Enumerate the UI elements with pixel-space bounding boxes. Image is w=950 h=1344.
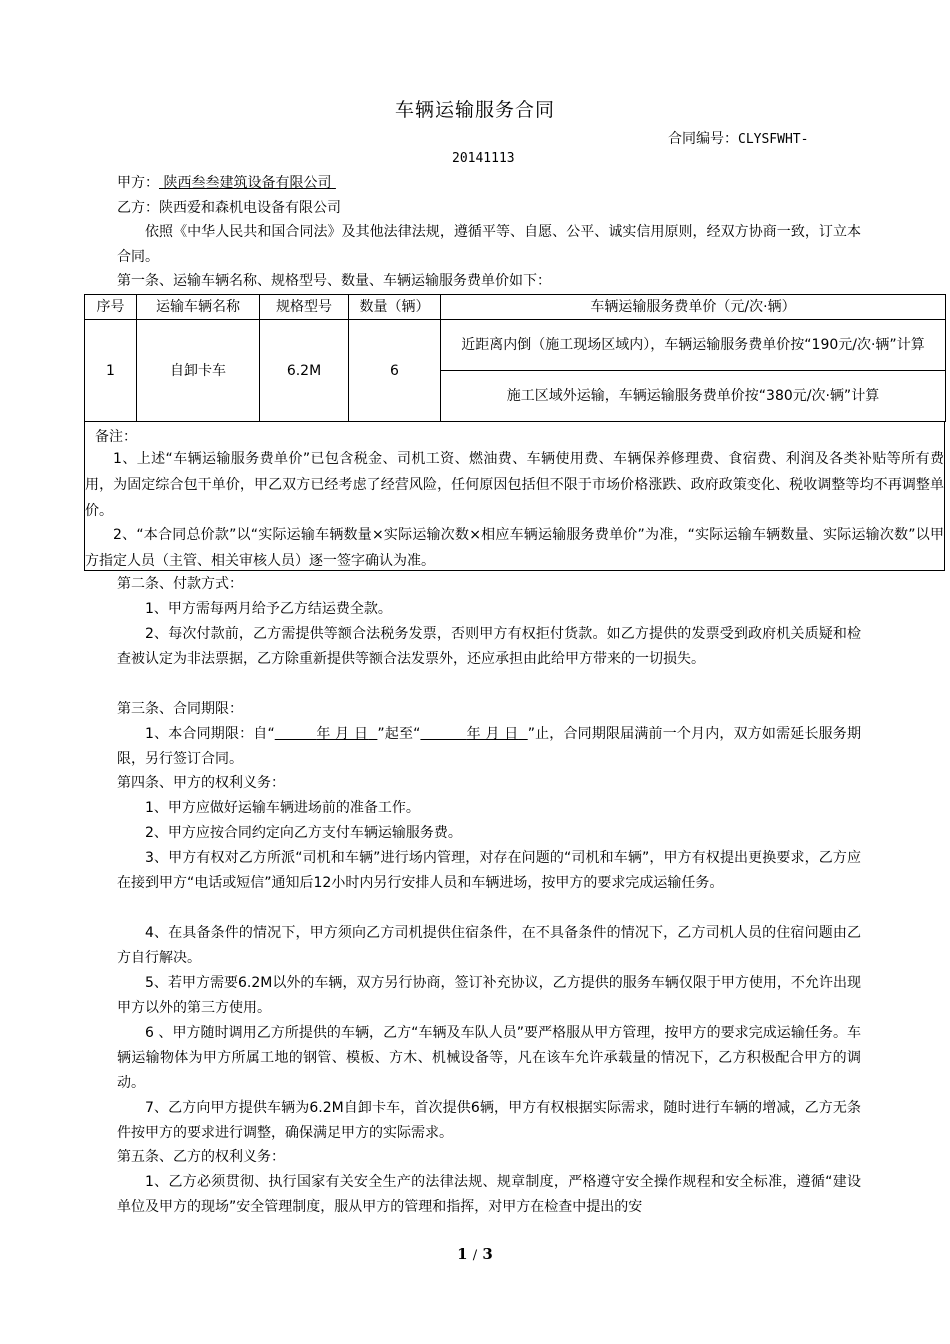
party-b-name: 陕西爱和森机电设备有限公司 (159, 200, 341, 216)
table-cell-price-far: 施工区域外运输，车辆运输服务费单价按“380元/次·辆”计算 (441, 371, 946, 422)
contract-number (668, 128, 808, 148)
article2-heading: 第二条、付款方式： (117, 576, 243, 592)
article4-item: 6 、甲方随时调用乙方所提供的车辆，乙方“车辆及车队人员”要严格服从甲方管理，按甲方的要求完成运输任务。车辆运输物体为甲方所属工地的钢管、模板、方木、机械设备等，凡在该车允许承载量的情况下，乙方积极配合甲方的调动。 (117, 1025, 861, 1092)
article5-item: 1、乙方必须贯彻、执行国家有关安全生产的法律法规、规章制度，严格遵守安全操作规程和安全标准，遵循“建设单位及甲方的现场”安全管理制度，服从甲方的管理和指挥，对甲方在检查中提出的安 (117, 1174, 861, 1216)
article4-item: 4、在具备条件的情况下，甲方须向乙方司机提供住宿条件，在不具备条件的情况下，乙方司机人员的住宿问题由乙方自行解决。 (117, 925, 861, 967)
party-b-label: 乙方： (117, 200, 159, 216)
table-header: 规格型号 (260, 295, 349, 320)
article1-heading: 第一条、运输车辆名称、规格型号、数量、车辆运输服务费单价如下： (117, 273, 551, 289)
party-a (117, 172, 336, 194)
table-header-row (85, 295, 946, 320)
note-item: 1、上述“车辆运输服务费单价”已包含税金、司机工资、燃油费、车辆使用费、车辆保养修理费、食宿费、利润及各类补贴等所有费用，为固定综合包干单价，甲乙双方已经考虑了经营风险，任何原因包括但不限于市场价格涨跌、政府政策变化、税收调整等均不再调整单价。 (85, 451, 944, 519)
page-number: 1 / 3 (457, 1245, 493, 1263)
party-a-name: 陕西叁叁建筑设备有限公司 (163, 175, 332, 191)
article4-item: 2、甲方应按合同约定向乙方支付车辆运输服务费。 (145, 825, 462, 841)
article4-item: 5、若甲方需要6.2M以外的车辆，双方另行协商，签订补充协议，乙方提供的服务车辆仅限于甲方使用，不允许出现甲方以外的第三方使用。 (117, 975, 861, 1017)
contract-number-label: 合同编号： (668, 131, 738, 147)
contract-number-value: CLYSFWHT- (738, 132, 809, 147)
table-header: 车辆运输服务费单价（元/次·辆） (441, 295, 946, 320)
document-title: 车辆运输服务合同 (394, 99, 555, 121)
table-cell-qty: 6 (349, 320, 441, 422)
article4-item: 3、甲方有权对乙方所派“司机和车辆”进行场内管理，对存在问题的“司机和车辆”，甲方有权提出更换要求，乙方应在接到甲方“电话或短信”通知后12小时内另行安排人员和车辆进场，按甲方的要求完成运输任务。 (117, 850, 861, 892)
article2-item: 1、甲方需每两月给予乙方结运费全款。 (145, 601, 392, 617)
intro-paragraph: 依照《中华人民共和国合同法》及其他法律法规，遵循平等、自愿、公平、诚实信用原则，经双方协商一致，订立本合同。 (117, 224, 861, 266)
table-cell-no: 1 (85, 320, 137, 422)
table-row (85, 320, 946, 371)
article2-item: 2、每次付款前，乙方需提供等额合法税务发票，否则甲方有权拒付货款。如乙方提供的发票受到政府机关质疑和检查被认定为非法票据，乙方除重新提供等额合法发票外，还应承担由此给甲方带来的一切损失。 (117, 626, 861, 668)
article4-item: 7、乙方向甲方提供车辆为6.2M自卸卡车，首次提供6辆，甲方有权根据实际需求，随时进行车辆的增减，乙方无条件按甲方的要求进行调整，确保满足甲方的实际需求。 (117, 1100, 861, 1142)
article5-heading: 第五条、乙方的权利义务： (117, 1149, 285, 1165)
notes-title: 备注： (95, 429, 137, 445)
contract-number-value-cont: 20141113 (452, 151, 515, 166)
party-a-label: 甲方： (117, 175, 159, 191)
vehicle-spec-table (84, 294, 946, 422)
article3-heading: 第三条、合同期限： (117, 701, 243, 717)
table-header: 序号 (85, 295, 137, 320)
term-end-blank: 年 月 日 (466, 726, 519, 742)
table-cell-name: 自卸卡车 (137, 320, 260, 422)
article3-term: 1、本合同期限：自“ 年 月 日 ”起至“ 年 月 日 ”止，合同期限届满前一个月内，双方如需延长服务期限，另行签订合同。 (117, 726, 861, 768)
article4-item: 1、甲方应做好运输车辆进场前的准备工作。 (145, 800, 420, 816)
party-b (117, 197, 341, 219)
table-header: 运输车辆名称 (137, 295, 260, 320)
table-header: 数量（辆） (349, 295, 441, 320)
table-cell-price-near: 近距离内倒（施工现场区域内），车辆运输服务费单价按“190元/次·辆”计算 (441, 320, 946, 371)
notes-box (84, 422, 945, 571)
article4-heading: 第四条、甲方的权利义务： (117, 775, 285, 791)
term-start-blank: 年 月 日 (316, 726, 369, 742)
note-item: 2、“本合同总价款”以“实际运输车辆数量×实际运输次数×相应车辆运输服务费单价”为准，“实际运输车辆数量、实际运输次数”以甲方指定人员（主管、相关审核人员）逐一签字确认为准。 (85, 527, 944, 569)
table-cell-spec: 6.2M (260, 320, 349, 422)
